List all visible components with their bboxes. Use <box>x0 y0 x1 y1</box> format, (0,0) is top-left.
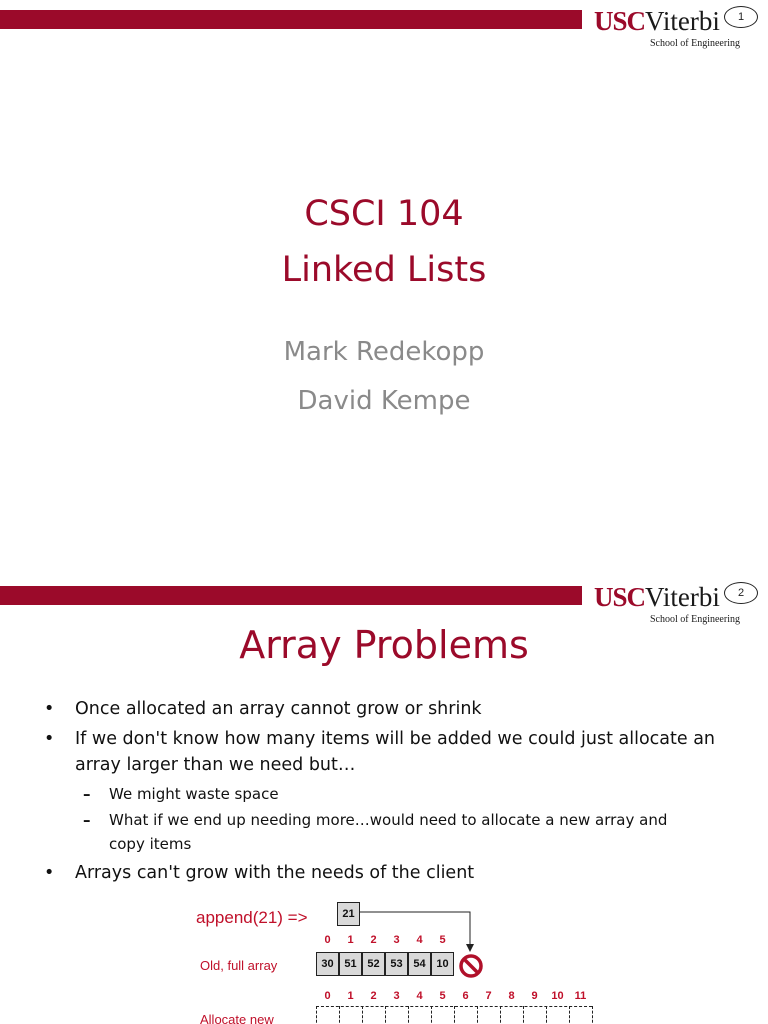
logo-subtitle: School of Engineering <box>650 614 740 625</box>
new-index-label: 3 <box>393 990 400 1002</box>
header-bar <box>0 10 582 29</box>
allocate-new-label: Allocate new <box>200 1012 274 1024</box>
slide-2 <box>0 568 768 1024</box>
new-array-cell-divider <box>546 1006 568 1024</box>
usc-viterbi-logo <box>594 6 744 56</box>
append-value-cell: 21 <box>337 902 360 926</box>
bullet-icon: • <box>44 729 55 749</box>
new-array-cell-divider <box>431 1006 453 1024</box>
bullet-item <box>0 726 768 856</box>
append-label: append(21) => <box>196 908 308 927</box>
bullet-list <box>0 696 768 890</box>
new-array-cell-divider <box>500 1006 522 1024</box>
new-index-label: 9 <box>531 990 538 1002</box>
author-1: Mark Redekopp <box>283 337 485 367</box>
author-2: David Kempe <box>297 386 471 416</box>
old-index-label: 4 <box>416 934 423 946</box>
old-index-label: 0 <box>324 934 331 946</box>
new-array-cell-divider <box>316 1006 338 1024</box>
old-array-label: Old, full array <box>200 958 278 973</box>
bullet-text: Arrays can't grow with the needs of the client <box>75 863 475 883</box>
new-array-cell-divider <box>362 1006 384 1024</box>
old-index-label: 3 <box>393 934 400 946</box>
logo-subtitle: School of Engineering <box>650 38 740 49</box>
bullet-item <box>0 860 768 886</box>
sub-bullet-list <box>75 782 728 856</box>
bullet-text: If we don't know how many items will be added we could just allocate an array larger than we need but… <box>75 729 716 775</box>
bullet-text: Once allocated an array cannot grow or shrink <box>75 699 482 719</box>
sub-bullet-item <box>75 808 728 856</box>
new-array-cell-divider <box>408 1006 430 1024</box>
bullet-item <box>0 696 768 722</box>
title-line-2: Linked Lists <box>281 250 487 290</box>
old-array-cell: 30 <box>316 952 339 976</box>
new-index-label: 6 <box>462 990 469 1002</box>
sub-bullet-text: We might waste space <box>109 785 279 803</box>
bullet-icon: • <box>44 863 55 883</box>
new-index-label: 1 <box>347 990 354 1002</box>
page-number: 2 <box>724 582 758 604</box>
new-index-label: 4 <box>416 990 423 1002</box>
old-array-cell: 52 <box>362 952 385 976</box>
old-index-label: 5 <box>439 934 446 946</box>
logo-usc-text: USC <box>594 6 646 36</box>
array-diagram <box>0 898 768 1024</box>
new-index-label: 10 <box>551 990 564 1002</box>
sub-bullet-item <box>75 782 728 806</box>
old-array-cell: 51 <box>339 952 362 976</box>
new-index-label: 8 <box>508 990 515 1002</box>
sub-bullet-text: What if we end up needing more…would need to allocate a new array and copy items <box>109 811 668 853</box>
no-entry-icon <box>458 953 484 979</box>
new-index-label: 7 <box>485 990 492 1002</box>
new-index-label: 5 <box>439 990 446 1002</box>
page-number: 1 <box>724 6 758 28</box>
logo-viterbi-text: Viterbi <box>645 6 720 36</box>
new-array-cell-divider <box>454 1006 476 1024</box>
old-index-label: 1 <box>347 934 354 946</box>
new-array-cell-divider <box>339 1006 361 1024</box>
slide-title: Array Problems <box>239 623 529 667</box>
new-array-cell-divider <box>477 1006 499 1024</box>
dash-icon: – <box>83 811 91 829</box>
bullet-icon: • <box>44 699 55 719</box>
new-array-cell-divider <box>592 1006 614 1024</box>
dash-icon: – <box>83 785 91 803</box>
old-array-cell: 10 <box>431 952 454 976</box>
new-index-label: 11 <box>574 990 587 1002</box>
old-index-label: 2 <box>370 934 377 946</box>
logo-viterbi-text: Viterbi <box>645 582 720 612</box>
new-array-cell-divider <box>523 1006 545 1024</box>
new-array-cell-divider <box>385 1006 407 1024</box>
new-array-cell-divider <box>569 1006 591 1024</box>
header-bar <box>0 586 582 605</box>
logo-usc-text: USC <box>594 582 646 612</box>
old-array-cell: 54 <box>408 952 431 976</box>
title-line-1: CSCI 104 <box>304 194 464 234</box>
new-index-label: 0 <box>324 990 331 1002</box>
old-array-cell: 53 <box>385 952 408 976</box>
new-index-label: 2 <box>370 990 377 1002</box>
